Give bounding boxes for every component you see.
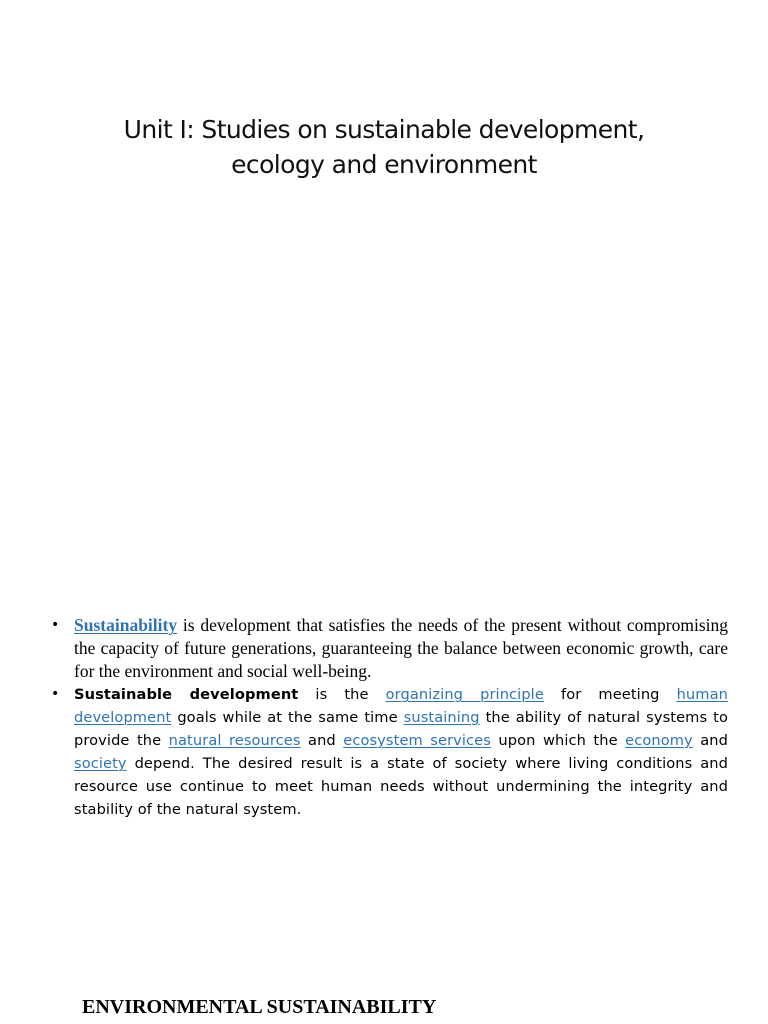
- link-sustaining[interactable]: sustaining: [403, 709, 480, 726]
- bullet-text-part: for meeting: [543, 686, 677, 703]
- term-sustainable-development: Sustainable development: [74, 686, 299, 703]
- bullet-text-part: upon which the: [490, 732, 626, 749]
- bullet-text-part: goals while at the same time: [171, 709, 404, 726]
- link-ecosystem-services[interactable]: ecosystem services: [343, 732, 491, 749]
- link-society[interactable]: society: [74, 755, 127, 772]
- bullet-item-sustainable-development: [48, 683, 728, 821]
- link-natural-resources[interactable]: natural resources: [168, 732, 301, 749]
- title-line-2: ecology and environment: [231, 150, 537, 179]
- section-heading: ENVIRONMENTAL SUSTAINABILITY: [82, 996, 437, 1018]
- bullet-text-part: and: [692, 732, 729, 749]
- link-organizing-principle[interactable]: organizing principle: [385, 686, 544, 703]
- link-human-development[interactable]: human development: [74, 686, 728, 726]
- title-line-1: Unit I: Studies on sustainable development,: [123, 115, 645, 144]
- bullet-text-part: is the: [298, 686, 386, 703]
- bullet-text-part: the ability of natural systems to provide the: [74, 709, 728, 749]
- bullet-text-part: depend. The desired result is a state of society where living conditions and resource use continue to meet human needs without undermining the integrity and stability of the natural system.: [74, 755, 728, 818]
- link-economy[interactable]: economy: [625, 732, 693, 749]
- page-title: [84, 112, 684, 182]
- bullet-marker: •: [51, 686, 60, 702]
- link-sustainability[interactable]: Sustainability: [74, 615, 178, 635]
- bullet-list: [48, 614, 728, 821]
- bullet-text-part: and: [300, 732, 344, 749]
- bullet-marker: •: [51, 617, 60, 633]
- bullet-item-sustainability: [48, 614, 728, 683]
- bullet-text: is development that satisfies the needs of the present without compromising the capacity of future generations, guaranteeing the balance between economic growth, care for the environment and social well-being.: [74, 615, 728, 681]
